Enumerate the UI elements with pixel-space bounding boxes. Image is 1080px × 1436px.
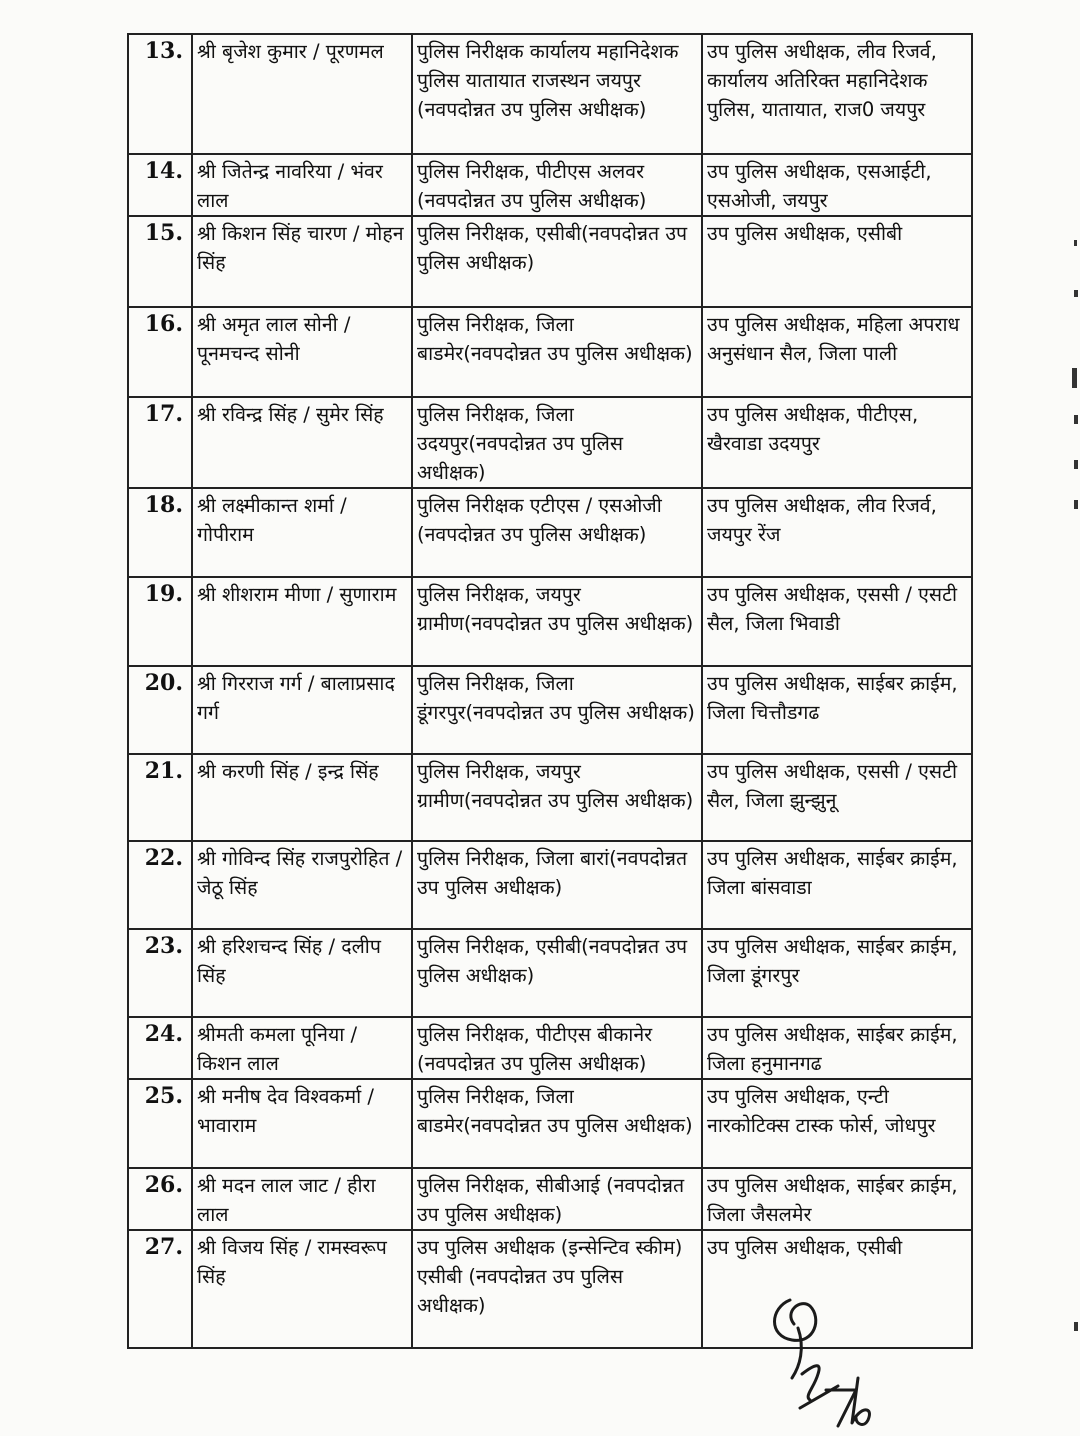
current-posting: पुलिस निरीक्षक, जिला बारां(नवपदोन्नत उप पुलिस अधीक्षक) bbox=[412, 841, 702, 929]
officer-name: श्री रविन्द्र सिंह / सुमेर सिंह bbox=[192, 397, 412, 488]
table-row bbox=[128, 34, 972, 154]
table-row bbox=[128, 216, 972, 307]
scan-edge-mark bbox=[1072, 368, 1077, 388]
scan-edge-mark bbox=[1074, 415, 1078, 424]
officer-name: श्री मनीष देव विश्वकर्मा / भावाराम bbox=[192, 1079, 412, 1168]
new-posting: उप पुलिस अधीक्षक, साईबर क्राईम, जिला बांसवाडा bbox=[702, 841, 972, 929]
table-row bbox=[128, 1017, 972, 1079]
new-posting: उप पुलिस अधीक्षक, पीटीएस, खैरवाडा उदयपुर bbox=[702, 397, 972, 488]
new-posting: उप पुलिस अधीक्षक, साईबर क्राईम, जिला डूंगरपुर bbox=[702, 929, 972, 1017]
table-row bbox=[128, 929, 972, 1017]
officer-name: श्री गिरराज गर्ग / बालाप्रसाद गर्ग bbox=[192, 666, 412, 754]
current-posting: पुलिस निरीक्षक, एसीबी(नवपदोन्नत उप पुलिस अधीक्षक) bbox=[412, 216, 702, 307]
serial-number: 26. bbox=[128, 1168, 192, 1230]
serial-number: 27. bbox=[128, 1230, 192, 1348]
new-posting: उप पुलिस अधीक्षक, साईबर क्राईम, जिला हनुमानगढ bbox=[702, 1017, 972, 1079]
new-posting: उप पुलिस अधीक्षक, लीव रिजर्व, कार्यालय अतिरिक्त महानिदेशक पुलिस, यातायात, राज0 जयपुर bbox=[702, 34, 972, 154]
officer-name: श्री किशन सिंह चारण / मोहन सिंह bbox=[192, 216, 412, 307]
serial-number: 23. bbox=[128, 929, 192, 1017]
new-posting: उप पुलिस अधीक्षक, लीव रिजर्व, जयपुर रेंज bbox=[702, 488, 972, 577]
new-posting: उप पुलिस अधीक्षक, एसआईटी, एसओजी, जयपुर bbox=[702, 154, 972, 216]
serial-number: 13. bbox=[128, 34, 192, 154]
current-posting: पुलिस निरीक्षक, जिला डूंगरपुर(नवपदोन्नत उप पुलिस अधीक्षक) bbox=[412, 666, 702, 754]
new-posting: उप पुलिस अधीक्षक, एसीबी bbox=[702, 1230, 972, 1348]
current-posting: पुलिस निरीक्षक, पीटीएस अलवर (नवपदोन्नत उप पुलिस अधीक्षक) bbox=[412, 154, 702, 216]
officer-name: श्री हरिशचन्द सिंह / दलीप सिंह bbox=[192, 929, 412, 1017]
serial-number: 24. bbox=[128, 1017, 192, 1079]
table-row bbox=[128, 1079, 972, 1168]
new-posting: उप पुलिस अधीक्षक, एससी / एसटी सैल, जिला भिवाडी bbox=[702, 577, 972, 666]
table-row bbox=[128, 577, 972, 666]
officer-name: श्री करणी सिंह / इन्द्र सिंह bbox=[192, 754, 412, 841]
officer-name: श्री जितेन्द्र नावरिया / भंवर लाल bbox=[192, 154, 412, 216]
serial-number: 15. bbox=[128, 216, 192, 307]
scan-edge-mark bbox=[1074, 290, 1078, 297]
current-posting: पुलिस निरीक्षक, पीटीएस बीकानेर (नवपदोन्नत उप पुलिस अधीक्षक) bbox=[412, 1017, 702, 1079]
table-row bbox=[128, 488, 972, 577]
table-row bbox=[128, 666, 972, 754]
transfer-table bbox=[127, 33, 973, 1349]
officer-name: श्री शीशराम मीणा / सुणाराम bbox=[192, 577, 412, 666]
serial-number: 14. bbox=[128, 154, 192, 216]
table-row bbox=[128, 841, 972, 929]
current-posting: पुलिस निरीक्षक, जिला बाडमेर(नवपदोन्नत उप पुलिस अधीक्षक) bbox=[412, 1079, 702, 1168]
officer-name: श्री बृजेश कुमार / पूरणमल bbox=[192, 34, 412, 154]
scan-edge-mark bbox=[1074, 460, 1078, 469]
current-posting: पुलिस निरीक्षक, एसीबी(नवपदोन्नत उप पुलिस अधीक्षक) bbox=[412, 929, 702, 1017]
officer-name: श्री लक्ष्मीकान्त शर्मा / गोपीराम bbox=[192, 488, 412, 577]
new-posting: उप पुलिस अधीक्षक, एसीबी bbox=[702, 216, 972, 307]
officer-name: श्रीमती कमला पूनिया / किशन लाल bbox=[192, 1017, 412, 1079]
officer-name: श्री मदन लाल जाट / हीरा लाल bbox=[192, 1168, 412, 1230]
current-posting: पुलिस निरीक्षक, जयपुर ग्रामीण(नवपदोन्नत उप पुलिस अधीक्षक) bbox=[412, 754, 702, 841]
current-posting: पुलिस निरीक्षक, जिला उदयपुर(नवपदोन्नत उप पुलिस अधीक्षक) bbox=[412, 397, 702, 488]
current-posting: पुलिस निरीक्षक, सीबीआई (नवपदोन्नत उप पुलिस अधीक्षक) bbox=[412, 1168, 702, 1230]
serial-number: 19. bbox=[128, 577, 192, 666]
serial-number: 17. bbox=[128, 397, 192, 488]
scan-edge-mark bbox=[1074, 500, 1078, 509]
officer-name: श्री गोविन्द सिंह राजपुरोहित / जेठू सिंह bbox=[192, 841, 412, 929]
serial-number: 21. bbox=[128, 754, 192, 841]
scan-edge-mark bbox=[1074, 1322, 1078, 1331]
serial-number: 20. bbox=[128, 666, 192, 754]
table-row bbox=[128, 1168, 972, 1230]
officer-name: श्री विजय सिंह / रामस्वरूप सिंह bbox=[192, 1230, 412, 1348]
current-posting: पुलिस निरीक्षक एटीएस / एसओजी (नवपदोन्नत उप पुलिस अधीक्षक) bbox=[412, 488, 702, 577]
current-posting: पुलिस निरीक्षक कार्यालय महानिदेशक पुलिस यातायात राजस्थन जयपुर (नवपदोन्नत उप पुलिस अधीक्षक) bbox=[412, 34, 702, 154]
new-posting: उप पुलिस अधीक्षक, साईबर क्राईम, जिला जैसलमेर bbox=[702, 1168, 972, 1230]
new-posting: उप पुलिस अधीक्षक, महिला अपराध अनुसंधान सैल, जिला पाली bbox=[702, 307, 972, 397]
serial-number: 16. bbox=[128, 307, 192, 397]
serial-number: 18. bbox=[128, 488, 192, 577]
table-row bbox=[128, 154, 972, 216]
officer-name: श्री अमृत लाल सोनी / पूनमचन्द सोनी bbox=[192, 307, 412, 397]
new-posting: उप पुलिस अधीक्षक, साईबर क्राईम, जिला चित्तौडगढ bbox=[702, 666, 972, 754]
scan-edge-mark bbox=[1074, 240, 1077, 246]
table-row bbox=[128, 397, 972, 488]
new-posting: उप पुलिस अधीक्षक, एन्टी नारकोटिक्स टास्क फोर्स, जोधपुर bbox=[702, 1079, 972, 1168]
current-posting: पुलिस निरीक्षक, जयपुर ग्रामीण(नवपदोन्नत उप पुलिस अधीक्षक) bbox=[412, 577, 702, 666]
serial-number: 22. bbox=[128, 841, 192, 929]
current-posting: उप पुलिस अधीक्षक (इन्सेन्टिव स्कीम) एसीबी (नवपदोन्नत उप पुलिस अधीक्षक) bbox=[412, 1230, 702, 1348]
table-row bbox=[128, 754, 972, 841]
table-row bbox=[128, 307, 972, 397]
serial-number: 25. bbox=[128, 1079, 192, 1168]
new-posting: उप पुलिस अधीक्षक, एससी / एसटी सैल, जिला झुन्झुनू bbox=[702, 754, 972, 841]
current-posting: पुलिस निरीक्षक, जिला बाडमेर(नवपदोन्नत उप पुलिस अधीक्षक) bbox=[412, 307, 702, 397]
handwritten-signature bbox=[760, 1278, 880, 1428]
